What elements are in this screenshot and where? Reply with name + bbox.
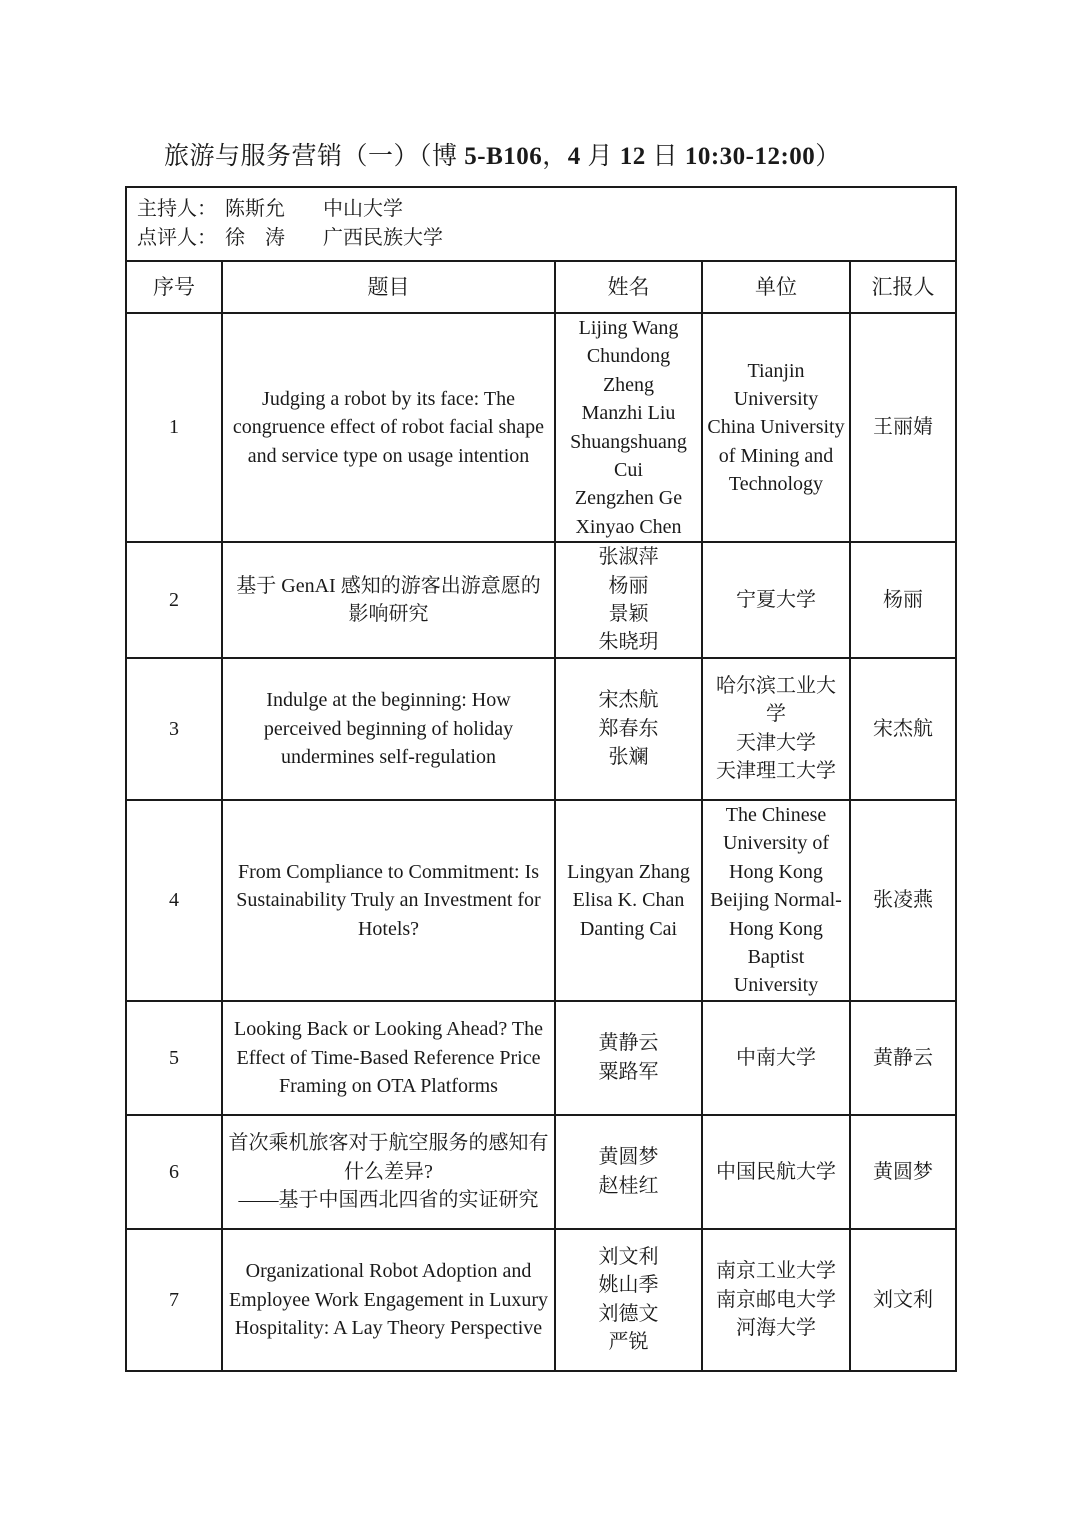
row-topic: Judging a robot by its face: The congruence effect of robot facial shape and service type on usage intention: [222, 313, 555, 542]
row-number: 4: [126, 800, 222, 1001]
row-topic: Looking Back or Looking Ahead? The Effect of Time-Based Reference Price Framing on OTA Platforms: [222, 1001, 555, 1115]
row-number: 2: [126, 542, 222, 658]
author-name: 宋杰航: [598, 689, 659, 712]
org-name: Beijing Normal-Hong Kong Baptist University: [710, 889, 842, 997]
moderator-name: 陈斯允: [225, 198, 285, 220]
title-close: ）: [815, 143, 841, 170]
org-name: 河海大学: [736, 1316, 816, 1339]
row-names: [555, 313, 702, 542]
session-title: [164, 140, 841, 174]
author-name: Shuangshuang Cui: [570, 430, 687, 482]
row-orgs: [702, 542, 850, 658]
org-name: 天津大学: [736, 731, 816, 754]
org-name: 南京工业大学: [716, 1260, 836, 1283]
org-name: China University of Mining and Technology: [707, 416, 845, 496]
header-presenter: 汇报人: [850, 261, 956, 313]
title-month: 4: [567, 143, 581, 170]
table-row: [126, 1229, 956, 1371]
title-month-char: 月: [587, 143, 614, 170]
commentator-label: 点评人：: [137, 227, 217, 249]
host-row: [126, 187, 956, 261]
org-name: 宁夏大学: [736, 588, 816, 611]
row-names: [555, 1229, 702, 1371]
moderator-label: 主持人：: [137, 198, 217, 220]
org-name: Tianjin University: [733, 359, 819, 411]
author-name: Elisa K. Chan: [572, 889, 685, 912]
org-name: 中南大学: [736, 1046, 816, 1069]
author-name: Zengzhen Ge: [574, 487, 683, 510]
title-room: 5-B106: [464, 143, 543, 170]
row-names: [555, 1001, 702, 1115]
title-day-char: 日: [652, 143, 679, 170]
row-orgs: [702, 1229, 850, 1371]
host-info: [126, 187, 956, 261]
row-presenter: 张凌燕: [850, 800, 956, 1001]
author-name: Lijing Wang: [578, 317, 679, 339]
schedule-table: [125, 186, 957, 1372]
title-time: 10:30-12:00: [684, 143, 816, 170]
org-name: 南京邮电大学: [716, 1288, 836, 1311]
header-topic: 题目: [222, 261, 555, 313]
row-topic: From Compliance to Commitment: Is Sustainability Truly an Investment for Hotels?: [222, 800, 555, 1001]
moderator-line: [137, 195, 945, 224]
commentator-name: 徐 涛: [225, 227, 285, 249]
author-name: 张淑萍: [598, 546, 659, 569]
row-orgs: [702, 1115, 850, 1229]
row-names: [555, 542, 702, 658]
row-names: [555, 658, 702, 800]
row-topic: 基于 GenAI 感知的游客出游意愿的影响研究: [222, 542, 555, 658]
author-name: 严锐: [608, 1331, 649, 1354]
row-number: 1: [126, 313, 222, 542]
row-presenter: 刘文利: [850, 1229, 956, 1371]
author-name: 姚山季: [598, 1274, 659, 1297]
row-names: [555, 1115, 702, 1229]
row-names: [555, 800, 702, 1001]
author-name: 景颖: [608, 603, 649, 626]
author-name: Manzhi Liu: [581, 402, 676, 425]
table-row: [126, 313, 956, 542]
header-row: [126, 261, 956, 313]
table-row: [126, 1115, 956, 1229]
org-name: 天津理工大学: [716, 760, 836, 783]
row-topic: Organizational Robot Adoption and Employee Work Engagement in Luxury Hospitality: A Lay Theory Perspective: [222, 1229, 555, 1371]
org-name: 中国民航大学: [716, 1160, 836, 1183]
row-presenter: 杨丽: [850, 542, 956, 658]
row-topic: Indulge at the beginning: How perceived beginning of holiday undermines self-regulation: [222, 658, 555, 800]
row-presenter: 宋杰航: [850, 658, 956, 800]
table-row: [126, 542, 956, 658]
table-row: [126, 1001, 956, 1115]
topic-title: 首次乘机旅客对于航空服务的感知有什么差异?: [228, 1132, 549, 1183]
org-name: 哈尔滨工业大学: [716, 675, 836, 726]
commentator-line: [137, 224, 945, 253]
author-name: 刘文利: [598, 1245, 659, 1268]
author-name: 粟路军: [598, 1060, 659, 1083]
author-name: 郑春东: [598, 717, 659, 740]
row-orgs: [702, 658, 850, 800]
header-names: 姓名: [555, 261, 702, 313]
row-orgs: [702, 800, 850, 1001]
row-topic: [222, 1115, 555, 1229]
author-name: 黄静云: [598, 1032, 659, 1055]
title-day: 12: [619, 143, 646, 170]
row-number: 3: [126, 658, 222, 800]
author-name: 杨丽: [608, 574, 649, 597]
row-number: 5: [126, 1001, 222, 1115]
row-presenter: 王丽婧: [850, 313, 956, 542]
moderator-org: 中山大学: [323, 198, 403, 220]
row-number: 6: [126, 1115, 222, 1229]
topic-subtitle: ——基于中国西北四省的实证研究: [238, 1188, 539, 1211]
header-no: 序号: [126, 261, 222, 313]
row-presenter: 黄圆梦: [850, 1115, 956, 1229]
author-name: Danting Cai: [579, 917, 678, 940]
author-name: 朱晓玥: [598, 631, 659, 654]
title-text: 旅游与服务营销（一）（博: [164, 143, 458, 170]
table-row: [126, 658, 956, 800]
table-row: [126, 800, 956, 1001]
author-name: 赵桂红: [598, 1174, 659, 1197]
author-name: 刘德文: [598, 1302, 659, 1325]
author-name: 张斓: [608, 746, 649, 769]
row-orgs: [702, 313, 850, 542]
row-number: 7: [126, 1229, 222, 1371]
header-org: 单位: [702, 261, 850, 313]
author-name: Lingyan Zhang: [567, 860, 690, 883]
row-orgs: [702, 1001, 850, 1115]
author-name: Chundong Zheng: [586, 345, 671, 396]
commentator-org: 广西民族大学: [323, 227, 443, 249]
row-presenter: 黄静云: [850, 1001, 956, 1115]
org-name: The Chinese University of Hong Kong: [722, 803, 830, 883]
author-name: 黄圆梦: [598, 1146, 659, 1169]
title-separator: ，: [542, 143, 568, 170]
author-name: Xinyao Chen: [575, 515, 682, 538]
